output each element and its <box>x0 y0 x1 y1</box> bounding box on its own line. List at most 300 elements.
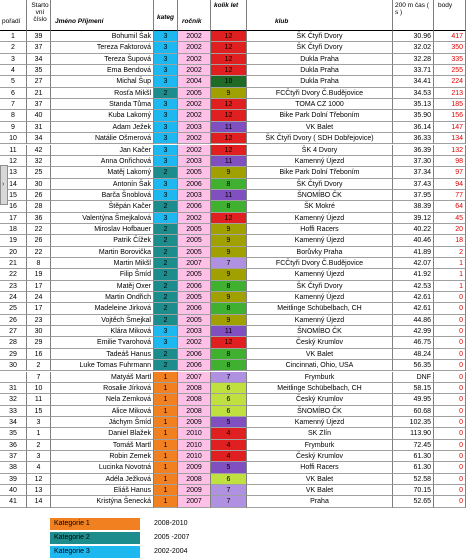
cell-r[interactable]: 2010 <box>178 440 211 451</box>
cell-a[interactable]: 4 <box>211 428 247 439</box>
cell-p[interactable]: 9 <box>0 122 27 133</box>
cell-r[interactable]: 2002 <box>178 337 211 348</box>
cell-club[interactable]: ŠK Čtyři Dvory <box>247 179 393 190</box>
cell-t[interactable]: 61.30 <box>393 462 434 473</box>
cell-p[interactable]: 29 <box>0 349 27 360</box>
cell-club[interactable]: Český Krumlov <box>247 394 393 405</box>
cell-k[interactable]: 1 <box>154 496 178 507</box>
cell-r[interactable]: 2002 <box>178 133 211 144</box>
cell-p[interactable]: 37 <box>0 451 27 462</box>
cell-s[interactable]: 26 <box>27 190 51 201</box>
cell-name[interactable]: Patrik Čížek <box>51 235 154 246</box>
cell-name[interactable]: Kristýna Šenecká <box>51 496 154 507</box>
cell-k[interactable]: 2 <box>154 303 178 314</box>
cell-club[interactable]: Dukla Praha <box>247 65 393 76</box>
cell-p[interactable]: 39 <box>0 474 27 485</box>
cell-s[interactable]: 2 <box>27 360 51 371</box>
cell-s[interactable]: 22 <box>27 247 51 258</box>
cell-t[interactable]: 46.75 <box>393 337 434 348</box>
cell-b[interactable]: 0 <box>434 360 466 371</box>
cell-k[interactable]: 2 <box>154 224 178 235</box>
cell-t[interactable]: 42.07 <box>393 258 434 269</box>
cell-s[interactable]: 39 <box>27 31 51 42</box>
cell-t[interactable]: 40.46 <box>393 235 434 246</box>
cell-s[interactable]: 37 <box>27 99 51 110</box>
cell-b[interactable]: 0 <box>434 292 466 303</box>
cell-s[interactable]: 32 <box>27 156 51 167</box>
cell-k[interactable]: 2 <box>154 201 178 212</box>
cell-club[interactable]: Český Krumlov <box>247 337 393 348</box>
cell-k[interactable]: 1 <box>154 417 178 428</box>
cell-r[interactable]: 2008 <box>178 406 211 417</box>
cell-a[interactable]: 4 <box>211 440 247 451</box>
cell-name[interactable]: Jáchym Šmíd <box>51 417 154 428</box>
cell-s[interactable]: 42 <box>27 145 51 156</box>
cell-p[interactable]: 40 <box>0 485 27 496</box>
cell-p[interactable]: 38 <box>0 462 27 473</box>
cell-name[interactable]: Adéla Ježková <box>51 474 154 485</box>
cell-b[interactable]: 0 <box>434 485 466 496</box>
cell-k[interactable]: 3 <box>154 110 178 121</box>
cell-r[interactable]: 2008 <box>178 474 211 485</box>
cell-r[interactable]: 2008 <box>178 394 211 405</box>
cell-t[interactable]: 42.61 <box>393 303 434 314</box>
cell-t[interactable]: 52.65 <box>393 496 434 507</box>
cell-s[interactable]: 7 <box>27 372 51 383</box>
cell-club[interactable]: TOMA CZ 1000 <box>247 99 393 110</box>
cell-club[interactable]: ŠNOMÍBO ČK <box>247 190 393 201</box>
cell-club[interactable]: Bike Park Dolní Třeboním <box>247 167 393 178</box>
cell-r[interactable]: 2009 <box>178 462 211 473</box>
cell-r[interactable]: 2010 <box>178 428 211 439</box>
cell-r[interactable]: 2005 <box>178 292 211 303</box>
cell-s[interactable]: 21 <box>27 88 51 99</box>
cell-s[interactable]: 3 <box>27 417 51 428</box>
cell-club[interactable]: Frymburk <box>247 372 393 383</box>
cell-k[interactable]: 2 <box>154 360 178 371</box>
cell-t[interactable]: 49.95 <box>393 394 434 405</box>
cell-b[interactable]: 185 <box>434 99 466 110</box>
cell-name[interactable]: Valentýna Šmejkalová <box>51 213 154 224</box>
cell-club[interactable]: Dukla Praha <box>247 76 393 87</box>
cell-name[interactable]: Anna Onřichová <box>51 156 154 167</box>
cell-r[interactable]: 2005 <box>178 315 211 326</box>
cell-t[interactable]: 113.90 <box>393 428 434 439</box>
cell-k[interactable]: 3 <box>154 213 178 224</box>
cell-club[interactable]: ŠNOMÍBO ČK <box>247 326 393 337</box>
cell-a[interactable]: 9 <box>211 235 247 246</box>
cell-b[interactable]: 20 <box>434 224 466 235</box>
cell-r[interactable]: 2005 <box>178 167 211 178</box>
cell-p[interactable]: 14 <box>0 179 27 190</box>
cell-k[interactable]: 3 <box>154 337 178 348</box>
cell-r[interactable]: 2005 <box>178 224 211 235</box>
cell-p[interactable]: 32 <box>0 394 27 405</box>
cell-a[interactable]: 5 <box>211 417 247 428</box>
cell-t[interactable]: 32.02 <box>393 42 434 53</box>
cell-r[interactable]: 2006 <box>178 360 211 371</box>
cell-name[interactable]: Daniel Blažek <box>51 428 154 439</box>
cell-r[interactable]: 2002 <box>178 54 211 65</box>
cell-b[interactable]: 156 <box>434 110 466 121</box>
sheet-scroll-handle[interactable] <box>0 165 8 205</box>
cell-b[interactable]: 1 <box>434 258 466 269</box>
cell-t[interactable]: 61.30 <box>393 451 434 462</box>
cell-k[interactable]: 3 <box>154 156 178 167</box>
cell-a[interactable]: 11 <box>211 326 247 337</box>
cell-t[interactable]: 36.14 <box>393 122 434 133</box>
cell-k[interactable]: 1 <box>154 406 178 417</box>
cell-r[interactable]: 2008 <box>178 383 211 394</box>
cell-s[interactable]: 10 <box>27 383 51 394</box>
cell-club[interactable]: VK Balet <box>247 122 393 133</box>
cell-r[interactable]: 2005 <box>178 235 211 246</box>
cell-t[interactable]: 34.53 <box>393 88 434 99</box>
cell-p[interactable]: 6 <box>0 88 27 99</box>
cell-a[interactable]: 12 <box>211 337 247 348</box>
cell-k[interactable]: 2 <box>154 88 178 99</box>
cell-a[interactable]: 9 <box>211 269 247 280</box>
cell-b[interactable]: 147 <box>434 122 466 133</box>
cell-name[interactable]: Martin Borovička <box>51 247 154 258</box>
cell-t[interactable]: 36.33 <box>393 133 434 144</box>
cell-b[interactable]: 18 <box>434 235 466 246</box>
cell-club[interactable]: VK Balet <box>247 349 393 360</box>
cell-p[interactable]: 12 <box>0 156 27 167</box>
cell-name[interactable]: Robin Zemek <box>51 451 154 462</box>
cell-a[interactable]: 12 <box>211 99 247 110</box>
cell-p[interactable]: 17 <box>0 213 27 224</box>
cell-t[interactable]: 42.53 <box>393 281 434 292</box>
cell-a[interactable]: 6 <box>211 474 247 485</box>
cell-k[interactable]: 2 <box>154 235 178 246</box>
cell-name[interactable]: Tereza Šupová <box>51 54 154 65</box>
cell-name[interactable]: Jan Kačer <box>51 145 154 156</box>
cell-name[interactable]: Barča Šnoblová <box>51 190 154 201</box>
cell-k[interactable]: 3 <box>154 145 178 156</box>
cell-club[interactable]: ŠK Čtyři Dvory <box>247 281 393 292</box>
cell-club[interactable]: Bike Park Dolní Třeboním <box>247 110 393 121</box>
header-kolik-let[interactable] <box>211 0 247 31</box>
cell-a[interactable]: 9 <box>211 224 247 235</box>
cell-k[interactable]: 2 <box>154 292 178 303</box>
cell-t[interactable]: 37.34 <box>393 167 434 178</box>
cell-t[interactable]: 48.24 <box>393 349 434 360</box>
cell-a[interactable]: 12 <box>211 31 247 42</box>
cell-s[interactable]: 4 <box>27 462 51 473</box>
cell-a[interactable]: 12 <box>211 65 247 76</box>
cell-r[interactable]: 2005 <box>178 269 211 280</box>
cell-t[interactable]: 44.86 <box>393 315 434 326</box>
header-body[interactable] <box>434 0 466 31</box>
cell-p[interactable]: 18 <box>0 224 27 235</box>
cell-b[interactable]: 0 <box>434 337 466 348</box>
cell-r[interactable]: 2003 <box>178 122 211 133</box>
cell-k[interactable]: 2 <box>154 269 178 280</box>
cell-p[interactable]: 4 <box>0 65 27 76</box>
cell-p[interactable]: 7 <box>0 99 27 110</box>
cell-p[interactable]: 22 <box>0 269 27 280</box>
cell-b[interactable]: 0 <box>434 394 466 405</box>
cell-name[interactable]: Natálie Ošmerová <box>51 133 154 144</box>
cell-name[interactable]: Rosalie Jírková <box>51 383 154 394</box>
cell-p[interactable]: 20 <box>0 247 27 258</box>
cell-t[interactable]: 30.96 <box>393 31 434 42</box>
cell-club[interactable]: Kamenný Újezd <box>247 156 393 167</box>
cell-t[interactable]: 56.35 <box>393 360 434 371</box>
cell-p[interactable]: 2 <box>0 42 27 53</box>
cell-name[interactable]: Madeleine Jirková <box>51 303 154 314</box>
cell-a[interactable]: 5 <box>211 462 247 473</box>
cell-r[interactable]: 2002 <box>178 42 211 53</box>
cell-r[interactable]: 2002 <box>178 31 211 42</box>
cell-s[interactable]: 28 <box>27 201 51 212</box>
cell-t[interactable]: 40.22 <box>393 224 434 235</box>
cell-k[interactable]: 2 <box>154 247 178 258</box>
cell-name[interactable]: Bohumil Šak <box>51 31 154 42</box>
cell-a[interactable]: 9 <box>211 292 247 303</box>
cell-k[interactable]: 3 <box>154 99 178 110</box>
cell-p[interactable] <box>0 372 27 383</box>
cell-r[interactable]: 2005 <box>178 88 211 99</box>
cell-name[interactable]: Martin Ondřich <box>51 292 154 303</box>
cell-r[interactable]: 2005 <box>178 247 211 258</box>
cell-name[interactable]: Standa Tůma <box>51 99 154 110</box>
cell-r[interactable]: 2007 <box>178 372 211 383</box>
cell-p[interactable]: 3 <box>0 54 27 65</box>
cell-p[interactable]: 36 <box>0 440 27 451</box>
cell-club[interactable]: Kamenný Újezd <box>247 417 393 428</box>
cell-p[interactable]: 31 <box>0 383 27 394</box>
cell-name[interactable]: Michal Šup <box>51 76 154 87</box>
cell-b[interactable]: 417 <box>434 31 466 42</box>
cell-t[interactable]: 102.35 <box>393 417 434 428</box>
cell-b[interactable]: 0 <box>434 406 466 417</box>
cell-p[interactable]: 24 <box>0 292 27 303</box>
cell-s[interactable]: 40 <box>27 110 51 121</box>
cell-s[interactable]: 17 <box>27 281 51 292</box>
cell-k[interactable]: 3 <box>154 31 178 42</box>
cell-p[interactable]: 35 <box>0 428 27 439</box>
cell-p[interactable]: 19 <box>0 235 27 246</box>
cell-k[interactable]: 2 <box>154 258 178 269</box>
cell-k[interactable]: 1 <box>154 485 178 496</box>
cell-t[interactable]: 37.30 <box>393 156 434 167</box>
cell-club[interactable]: Cincinnati, Ohio, USA <box>247 360 393 371</box>
cell-b[interactable]: 0 <box>434 372 466 383</box>
cell-a[interactable]: 9 <box>211 88 247 99</box>
cell-a[interactable]: 12 <box>211 133 247 144</box>
cell-b[interactable]: 213 <box>434 88 466 99</box>
header-klub[interactable] <box>247 0 393 31</box>
cell-s[interactable]: 37 <box>27 42 51 53</box>
cell-k[interactable]: 2 <box>154 281 178 292</box>
cell-k[interactable]: 1 <box>154 428 178 439</box>
cell-club[interactable]: VK Balet <box>247 474 393 485</box>
cell-name[interactable]: Matěj Oxer <box>51 281 154 292</box>
cell-b[interactable]: 0 <box>434 315 466 326</box>
cell-name[interactable]: Tomáš Martl <box>51 440 154 451</box>
cell-b[interactable]: 132 <box>434 145 466 156</box>
cell-club[interactable]: VK Balet <box>247 485 393 496</box>
cell-k[interactable]: 3 <box>154 76 178 87</box>
cell-s[interactable]: 34 <box>27 54 51 65</box>
cell-s[interactable]: 27 <box>27 76 51 87</box>
cell-b[interactable]: 94 <box>434 179 466 190</box>
cell-club[interactable]: ŠK Čtyři Dvory <box>247 42 393 53</box>
cell-club[interactable]: Kamenný Újezd <box>247 269 393 280</box>
cell-name[interactable]: Ema Bendová <box>51 65 154 76</box>
cell-b[interactable]: 1 <box>434 281 466 292</box>
cell-p[interactable]: 34 <box>0 417 27 428</box>
cell-s[interactable]: 30 <box>27 179 51 190</box>
cell-club[interactable]: ŠK Mokré <box>247 201 393 212</box>
cell-name[interactable]: Matyáš Martl <box>51 372 154 383</box>
cell-club[interactable]: Kamenný Újezd <box>247 213 393 224</box>
cell-name[interactable]: Štěpán Kačer <box>51 201 154 212</box>
cell-t[interactable]: 42.61 <box>393 292 434 303</box>
cell-s[interactable]: 26 <box>27 235 51 246</box>
cell-k[interactable]: 1 <box>154 372 178 383</box>
header-cas[interactable] <box>393 0 434 31</box>
cell-a[interactable]: 8 <box>211 349 247 360</box>
cell-b[interactable]: 255 <box>434 65 466 76</box>
cell-club[interactable]: Hoffi Racers <box>247 224 393 235</box>
cell-name[interactable]: Klára Miková <box>51 326 154 337</box>
header-startovni[interactable] <box>27 0 51 31</box>
cell-r[interactable]: 2002 <box>178 145 211 156</box>
cell-club[interactable]: FCČtyři Dvory Č.Budějovice <box>247 88 393 99</box>
cell-a[interactable]: 6 <box>211 406 247 417</box>
cell-s[interactable]: 29 <box>27 337 51 348</box>
cell-b[interactable]: 335 <box>434 54 466 65</box>
cell-a[interactable]: 7 <box>211 258 247 269</box>
cell-k[interactable]: 1 <box>154 462 178 473</box>
cell-a[interactable]: 11 <box>211 190 247 201</box>
cell-s[interactable]: 11 <box>27 394 51 405</box>
cell-name[interactable]: Lucinka Novotná <box>51 462 154 473</box>
cell-club[interactable]: ŠK Čtyři Dvory <box>247 31 393 42</box>
cell-r[interactable]: 2010 <box>178 451 211 462</box>
cell-p[interactable]: 23 <box>0 281 27 292</box>
cell-b[interactable]: 97 <box>434 167 466 178</box>
cell-s[interactable]: 35 <box>27 65 51 76</box>
cell-r[interactable]: 2006 <box>178 281 211 292</box>
cell-name[interactable]: Matěj Lakomý <box>51 167 154 178</box>
cell-t[interactable]: 41.89 <box>393 247 434 258</box>
cell-a[interactable]: 12 <box>211 54 247 65</box>
cell-a[interactable]: 8 <box>211 281 247 292</box>
cell-name[interactable]: Tadeáš Hanus <box>51 349 154 360</box>
header-poradi[interactable] <box>0 0 27 31</box>
cell-a[interactable]: 7 <box>211 485 247 496</box>
cell-b[interactable]: 0 <box>434 417 466 428</box>
cell-r[interactable]: 2006 <box>178 179 211 190</box>
cell-p[interactable]: 1 <box>0 31 27 42</box>
cell-s[interactable]: 2 <box>27 440 51 451</box>
cell-r[interactable]: 2003 <box>178 156 211 167</box>
cell-s[interactable]: 30 <box>27 326 51 337</box>
cell-p[interactable]: 33 <box>0 406 27 417</box>
cell-p[interactable]: 10 <box>0 133 27 144</box>
cell-name[interactable]: Kuba Lakomý <box>51 110 154 121</box>
cell-a[interactable]: 7 <box>211 372 247 383</box>
cell-t[interactable]: 36.39 <box>393 145 434 156</box>
cell-club[interactable]: FCČtyři Dvory Č.Budějovice <box>247 258 393 269</box>
cell-a[interactable]: 9 <box>211 315 247 326</box>
cell-b[interactable]: 0 <box>434 303 466 314</box>
cell-r[interactable]: 2002 <box>178 110 211 121</box>
cell-b[interactable]: 0 <box>434 326 466 337</box>
cell-s[interactable]: 23 <box>27 315 51 326</box>
cell-a[interactable]: 8 <box>211 179 247 190</box>
cell-k[interactable]: 2 <box>154 167 178 178</box>
cell-s[interactable]: 24 <box>27 292 51 303</box>
cell-name[interactable]: Adam Ježek <box>51 122 154 133</box>
cell-p[interactable]: 5 <box>0 76 27 87</box>
cell-p[interactable]: 8 <box>0 110 27 121</box>
cell-a[interactable]: 12 <box>211 110 247 121</box>
cell-club[interactable]: Kamenný Újezd <box>247 235 393 246</box>
cell-b[interactable]: 1 <box>434 269 466 280</box>
cell-club[interactable]: Kamenný Újezd <box>247 315 393 326</box>
cell-t[interactable]: 52.58 <box>393 474 434 485</box>
cell-p[interactable]: 16 <box>0 201 27 212</box>
cell-t[interactable]: 58.15 <box>393 383 434 394</box>
cell-s[interactable]: 31 <box>27 122 51 133</box>
cell-a[interactable]: 9 <box>211 247 247 258</box>
cell-s[interactable]: 8 <box>27 258 51 269</box>
cell-b[interactable]: 0 <box>434 428 466 439</box>
cell-name[interactable]: Antonín Šak <box>51 179 154 190</box>
cell-t[interactable]: 37.43 <box>393 179 434 190</box>
cell-b[interactable]: 2 <box>434 247 466 258</box>
cell-club[interactable]: ŠK Čtyři Dvory ( SDH Dobřejovice) <box>247 133 393 144</box>
cell-club[interactable]: Meitlinge Schübelbach, CH <box>247 303 393 314</box>
cell-b[interactable]: 64 <box>434 201 466 212</box>
cell-s[interactable]: 19 <box>27 269 51 280</box>
cell-k[interactable]: 3 <box>154 122 178 133</box>
cell-r[interactable]: 2007 <box>178 496 211 507</box>
cell-k[interactable]: 1 <box>154 474 178 485</box>
cell-p[interactable]: 27 <box>0 326 27 337</box>
cell-p[interactable]: 30 <box>0 360 27 371</box>
cell-b[interactable]: 0 <box>434 462 466 473</box>
cell-k[interactable]: 3 <box>154 54 178 65</box>
cell-r[interactable]: 2002 <box>178 213 211 224</box>
cell-a[interactable]: 12 <box>211 213 247 224</box>
cell-name[interactable]: Miroslav Hofbauer <box>51 224 154 235</box>
cell-a[interactable]: 12 <box>211 145 247 156</box>
cell-a[interactable]: 9 <box>211 167 247 178</box>
cell-k[interactable]: 1 <box>154 440 178 451</box>
cell-name[interactable]: Tereza Faktorová <box>51 42 154 53</box>
cell-t[interactable]: 37.95 <box>393 190 434 201</box>
cell-name[interactable]: Martin Mikšl <box>51 258 154 269</box>
cell-s[interactable]: 1 <box>27 428 51 439</box>
cell-k[interactable]: 3 <box>154 190 178 201</box>
cell-t[interactable]: 42.99 <box>393 326 434 337</box>
cell-a[interactable]: 6 <box>211 383 247 394</box>
cell-r[interactable]: 2009 <box>178 485 211 496</box>
cell-r[interactable]: 2004 <box>178 76 211 87</box>
cell-p[interactable]: 28 <box>0 337 27 348</box>
cell-name[interactable]: Filip Šmíd <box>51 269 154 280</box>
cell-t[interactable]: 70.15 <box>393 485 434 496</box>
cell-a[interactable]: 8 <box>211 303 247 314</box>
cell-k[interactable]: 3 <box>154 133 178 144</box>
cell-a[interactable]: 8 <box>211 201 247 212</box>
